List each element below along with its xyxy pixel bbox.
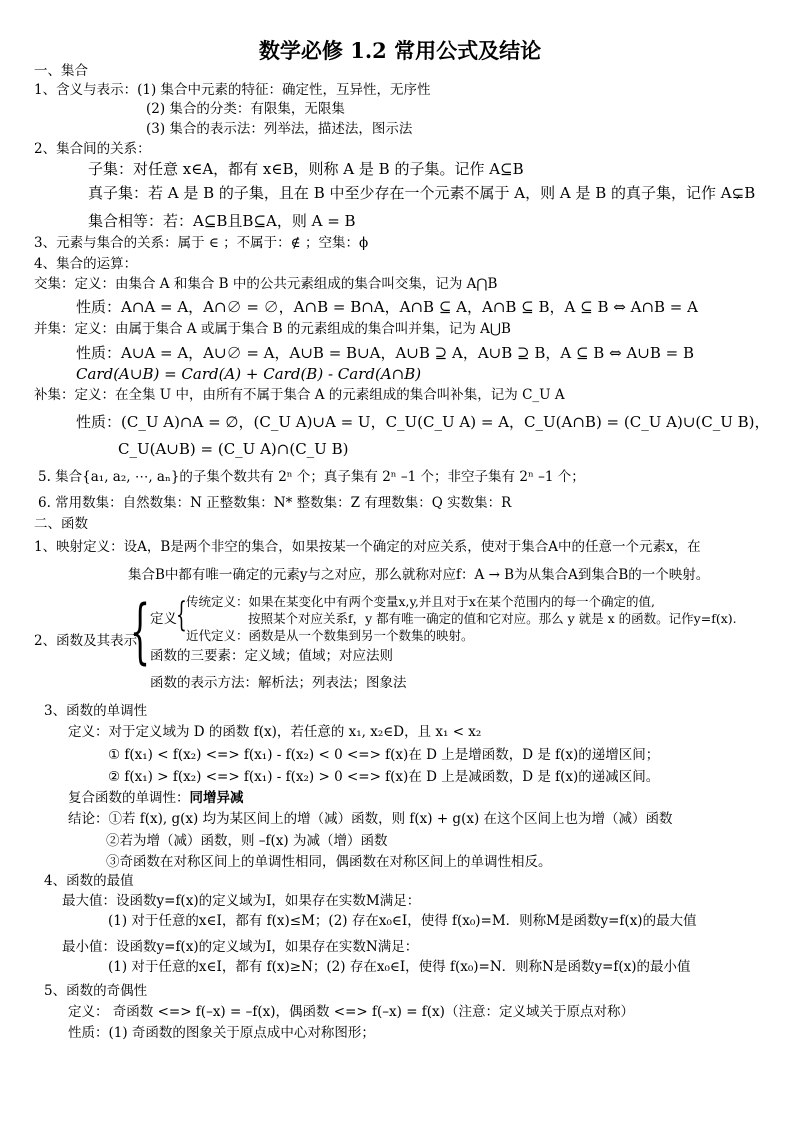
text-line: 按照某个对应关系f，y 都有唯一确定的值和它对应。那么 y 就是 x 的函数。记作y=f(x).: [248, 611, 737, 626]
text-line: 真子集：若 A 是 B 的子集，且在 B 中至少存在一个元素不属于 A，则 A 是 B 的真子集，记作 A⊊B: [88, 184, 756, 202]
formula-line: Card(A∪B) = Card(A) + Card(B) - Card(A∩B): [76, 365, 422, 383]
definition-label: 定义: [150, 611, 177, 627]
text-line: 6. 常用数集：自然数集：N 正整数集：N* 整数集：Z 有理数集：Q 实数集：R: [38, 495, 512, 511]
text-line: 补集：定义：在全集 U 中，由所有不属于集合 A 的元素组成的集合叫补集，记为 C_U A: [34, 387, 565, 403]
text-line: 函数的表示方法：解析法；列表法；图象法: [150, 675, 407, 691]
function-definition-label: 2、函数及其表示: [34, 633, 138, 649]
text-line: 1、映射定义：设A，B是两个非空的集合，如果按某一个确定的对应关系，使对于集合A中的任意一个元素x，在: [34, 539, 701, 555]
section-functions-heading: 二、函数: [34, 516, 88, 532]
text-line: 近代定义：函数是从一个数集到另一个数集的映射。: [186, 628, 474, 643]
section-parity-heading: 5、函数的奇偶性: [44, 983, 148, 999]
text-line: 5. 集合{a₁, a₂, ⋯, aₙ}的子集个数共有 2ⁿ 个；真子集有 2ⁿ –1 个；非空子集有 2ⁿ –1 个；: [38, 469, 585, 485]
text-line: 最小值：设函数y=f(x)的定义域为I，如果存在实数N满足：: [62, 939, 419, 955]
text-line: 结论：①若 f(x), g(x) 均为某区间上的增（减）函数，则 f(x) + g(x) 在这个区间上也为增（减）函数: [68, 811, 673, 827]
text-line: 3、元素与集合的关系：属于 ∈ ；不属于：∉ ；空集：ϕ: [34, 235, 369, 251]
text-line: 1、含义与表示：(1) 集合中元素的特征：确定性，互异性，无序性: [34, 82, 431, 98]
text-line: (2) 集合的分类：有限集，无限集: [146, 101, 345, 117]
text-line: 性质：(C_U A)∩A = ∅，(C_U A)∪A = U，C_U(C_U A) = A，C_U(A∩B) = (C_U A)∪(C_U B)，: [76, 413, 770, 431]
text-line: ② f(x₁) > f(x₂) <=> f(x₁) - f(x₂) > 0 <=> f(x)在 D 上是减函数，D 是 f(x)的递减区间。: [108, 769, 660, 785]
text-line: 函数的三要素：定义域；值域；对应法则: [150, 648, 393, 664]
section-sets-heading: 一、集合: [34, 63, 88, 79]
text-line: 集合B中都有唯一确定的元素y与之对应，那么就称对应f：A → B为从集合A到集合B的一个映射。: [128, 567, 710, 583]
text-line: ②若为增（减）函数，则 –f(x) 为减（增）函数: [106, 833, 388, 849]
text-span: 复合函数的单调性：: [68, 790, 190, 806]
text-line: (3) 集合的表示法：列举法，描述法，图示法: [146, 121, 413, 137]
text-line: C_U(A∪B) = (C_U A)∩(C_U B): [118, 440, 349, 458]
text-line: 4、集合的运算：: [34, 256, 138, 272]
section-monotonicity-heading: 3、函数的单调性: [44, 703, 148, 719]
text-line: ③奇函数在对称区间上的单调性相同，偶函数在对称区间上的单调性相反。: [106, 854, 552, 870]
text-line: 交集：定义：由集合 A 和集合 B 中的公共元素组成的集合叫交集，记为 A⋂B: [34, 276, 498, 292]
text-line: 性质：(1) 奇函数的图象关于原点成中心对称图形；: [68, 1025, 375, 1041]
text-line: 性质：A∩A = A，A∩∅ = ∅，A∩B = B∩A，A∩B ⊆ A，A∩B ⊆ B，A ⊆ B ⇔ A∩B = A: [76, 298, 698, 316]
text-line: 2、集合间的关系：: [34, 141, 151, 157]
text-line: 性质：A∪A = A，A∪∅ = A，A∪B = B∪A，A∪B ⊇ A，A∪B ⊇ B，A ⊆ B ⇔ A∪B = B: [76, 344, 694, 362]
text-line: 集合相等：若：A⊆B且B⊆A，则 A = B: [88, 212, 356, 230]
text-line: ① f(x₁) < f(x₂) <=> f(x₁) - f(x₂) < 0 <=> f(x)在 D 上是增函数，D 是 f(x)的递增区间；: [108, 747, 660, 763]
text-line: (1) 对于任意的x∈I，都有 f(x)≥N；(2) 存在x₀∈I，使得 f(x₀)=N．则称N是函数y=f(x)的最小值: [108, 959, 691, 975]
page-title: 数学必修 1.2 常用公式及结论: [258, 38, 542, 63]
text-line: 定义： 奇函数 <=> f(–x) = –f(x)，偶函数 <=> f(–x) = f(x)（注意：定义域关于原点对称）: [68, 1004, 634, 1020]
brace-left: {: [130, 590, 151, 672]
text-line: 定义：对于定义域为 D 的函数 f(x)，若任意的 x₁, x₂∈D，且 x₁ < x₂: [68, 724, 482, 740]
text-line: (1) 对于任意的x∈I，都有 f(x)≤M；(2) 存在x₀∈I，使得 f(x₀)=M．则称M是函数y=f(x)的最大值: [108, 913, 697, 929]
text-line: 传统定义：如果在某变化中有两个变量x,y,并且对于x在某个范围内的每一个确定的值,: [186, 594, 655, 609]
text-line: 并集：定义：由属于集合 A 或属于集合 B 的元素组成的集合叫并集，记为 A⋃B: [34, 321, 511, 337]
section-extremum-heading: 4、函数的最值: [44, 873, 134, 889]
text-line: [68, 789, 244, 807]
brace-inner: {: [176, 595, 187, 635]
text-line: 子集：对任意 x∈A，都有 x∈B，则称 A 是 B 的子集。记作 A⊆B: [88, 160, 524, 178]
bold-phrase: 同增异减: [189, 790, 244, 806]
text-line: 最大值：设函数y=f(x)的定义域为I，如果存在实数M满足：: [62, 893, 421, 909]
